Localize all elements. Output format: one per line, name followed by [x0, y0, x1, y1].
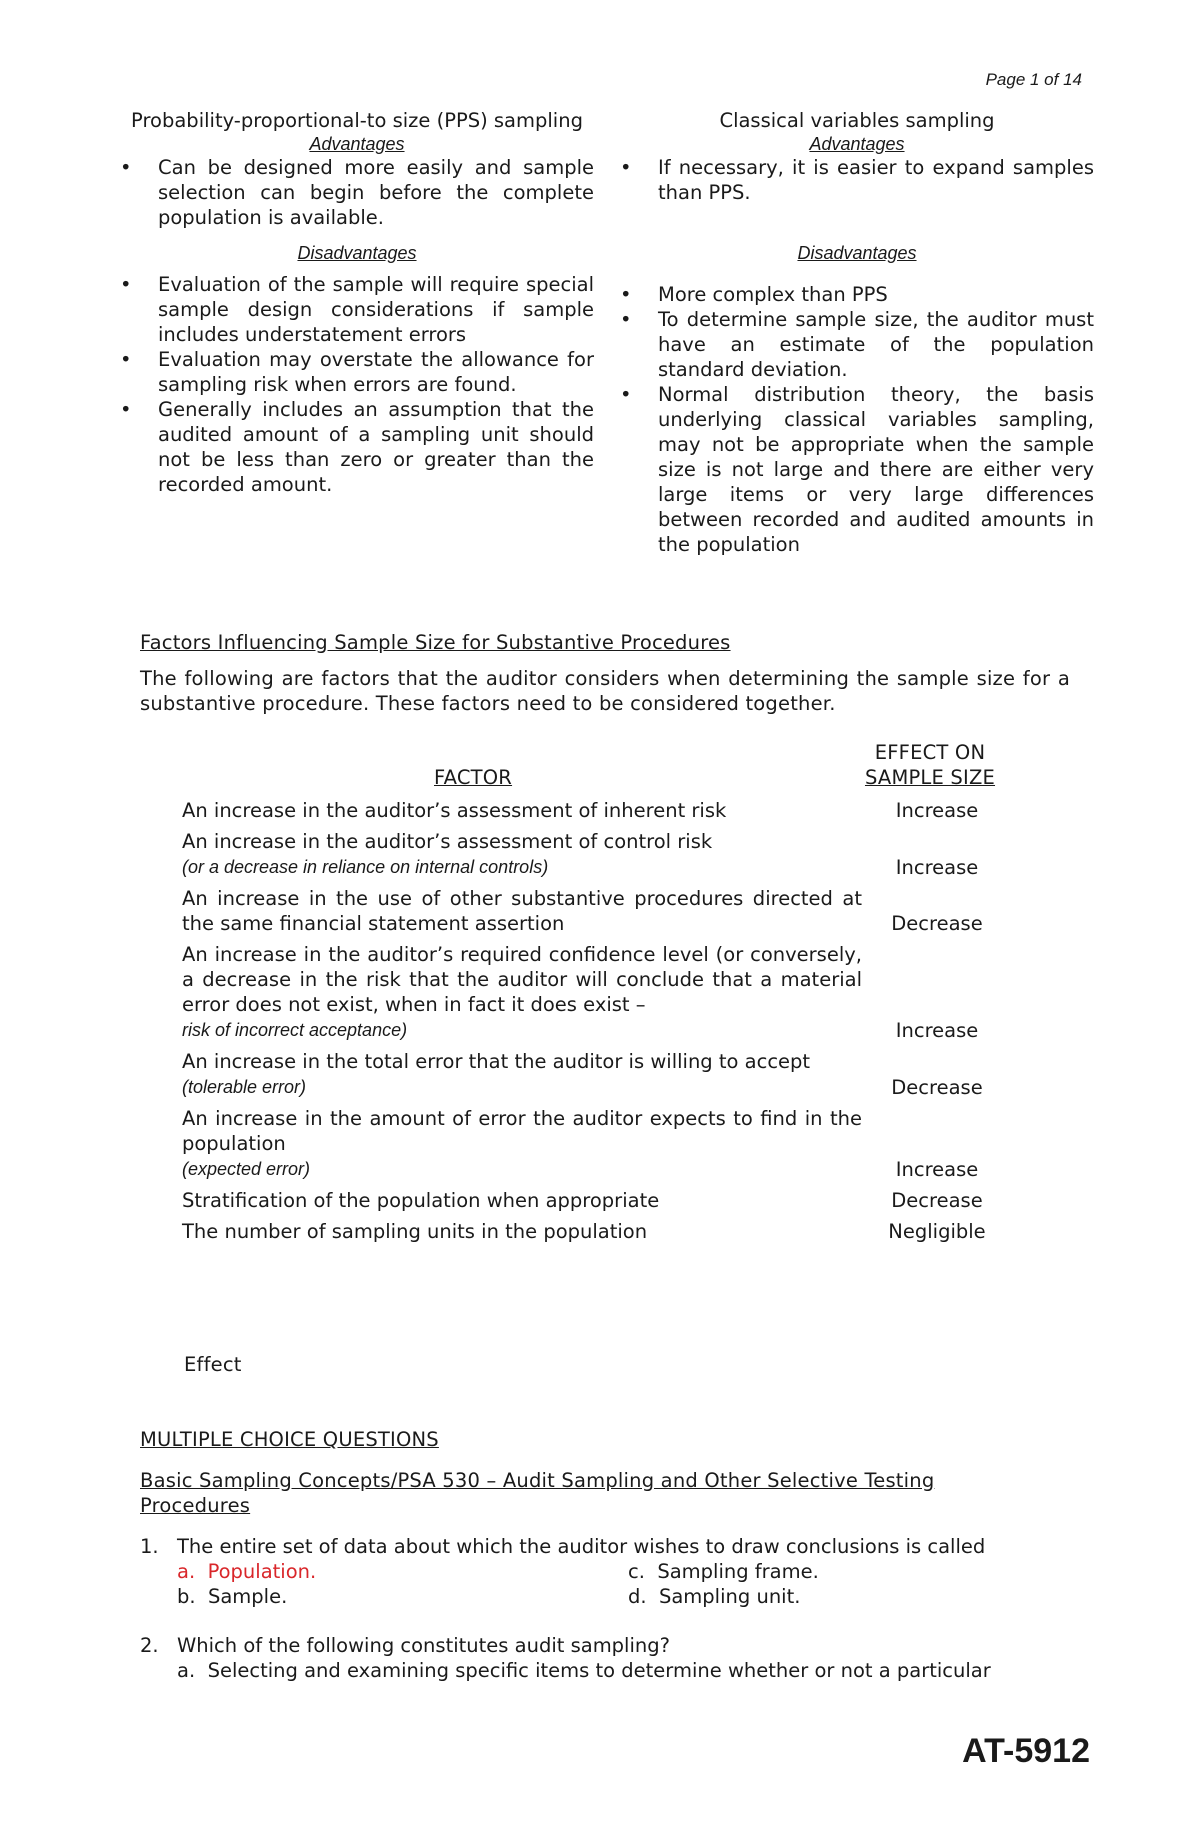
list-item: • Normal distribution theory, the basis underlying classical variables sampling, may not be appropriate when the sample size is not large and there are either very large items or very large differences between recorded and audited amounts in the population	[620, 382, 1094, 557]
factor-text	[182, 1219, 862, 1250]
factor-text	[182, 798, 862, 829]
factor-description: An increase in the auditor’s assessment of control risk	[182, 830, 713, 853]
factors-heading: Factors Influencing Sample Size for Substantive Procedures	[140, 631, 731, 654]
factor-column-header: FACTOR	[434, 766, 513, 789]
factor-row	[182, 829, 1012, 886]
factor-description: An increase in the auditor’s required confidence level (or conversely, a decrease in the risk that the auditor will conclude that a material error does not exist, when in fact it does exist –	[182, 943, 862, 1016]
list-item: • Generally includes an assumption that the audited amount of a sampling unit should not be less than zero or greater than the recorded amount.	[120, 397, 594, 497]
factor-text	[182, 1188, 862, 1219]
factor-note: (tolerable error)	[182, 1077, 307, 1097]
factor-row	[182, 942, 1012, 1049]
column-title: Probability-proportional-to size (PPS) sampling	[131, 109, 583, 132]
factor-row	[182, 1106, 1012, 1188]
factor-row	[182, 1049, 1012, 1106]
question-options	[140, 1559, 1080, 1609]
factor-row	[182, 1188, 1012, 1219]
effect-value: Negligible	[888, 1220, 986, 1243]
factor-description: An increase in the amount of error the auditor expects to find in the population	[182, 1107, 862, 1155]
factor-text	[182, 1106, 862, 1188]
list-item: • More complex than PPS	[620, 282, 1094, 307]
factor-text	[182, 886, 862, 942]
disadvantages-heading: Disadvantages	[297, 243, 417, 263]
list-item: • Can be designed more easily and sample selection can begin before the complete population is available.	[120, 155, 594, 230]
option-a[interactable]: a. Population.	[177, 1560, 317, 1583]
factors-trailing: Effect	[184, 1353, 242, 1376]
disadvantages-list	[620, 282, 1094, 557]
option-b[interactable]: b. Sample.	[177, 1585, 288, 1608]
list-item: • If necessary, it is easier to expand samples than PPS.	[620, 155, 1094, 205]
list-item: • Evaluation of the sample will require special sample design considerations if sample includes understatement errors	[120, 272, 594, 347]
factor-description: An increase in the auditor’s assessment of inherent risk	[182, 799, 727, 822]
question-options	[140, 1658, 1080, 1683]
factor-description: An increase in the use of other substantive procedures directed at the same financial statement assertion	[182, 887, 862, 935]
advantages-heading: Advantages	[809, 134, 905, 154]
sampling-comparison	[120, 108, 1094, 557]
mcq-heading: MULTIPLE CHOICE QUESTIONS	[140, 1428, 439, 1451]
effect-value: Increase	[895, 856, 979, 879]
classical-variables-column	[620, 108, 1094, 557]
advantages-heading: Advantages	[309, 134, 405, 154]
list-item: • Evaluation may overstate the allowance for sampling risk when errors are found.	[120, 347, 594, 397]
document-code: AT-5912	[962, 1732, 1090, 1770]
option-a[interactable]: a. Selecting and examining specific items to determine whether or not a particular	[177, 1659, 991, 1682]
effect-value: Decrease	[891, 1189, 983, 1212]
factor-description: Stratification of the population when appropriate	[182, 1189, 660, 1212]
disadvantages-list	[120, 272, 594, 497]
question-2: 2. Which of the following constitutes audit sampling? a. Selecting and examining specific items to determine whether or not a particular	[140, 1633, 1080, 1683]
factor-row	[182, 798, 1012, 829]
option-d[interactable]: d. Sampling unit.	[628, 1585, 801, 1608]
list-item: • To determine sample size, the auditor must have an estimate of the population standard deviation.	[620, 307, 1094, 382]
advantages-list	[120, 155, 594, 230]
effect-value: Increase	[895, 1019, 979, 1042]
advantages-list	[620, 155, 1094, 205]
mcq-subheading: Basic Sampling Concepts/PSA 530 – Audit Sampling and Other Selective Testing Procedures	[140, 1469, 935, 1517]
factor-description: The number of sampling units in the population	[182, 1220, 648, 1243]
disadvantages-heading: Disadvantages	[797, 243, 917, 263]
factor-note: (expected error)	[182, 1159, 311, 1179]
factor-text	[182, 1049, 862, 1106]
factor-text	[182, 942, 862, 1049]
effect-value: Increase	[895, 1158, 979, 1181]
factor-description: An increase in the total error that the auditor is willing to accept	[182, 1050, 811, 1073]
factors-table	[182, 798, 1012, 1250]
factor-row	[182, 886, 1012, 942]
factor-row	[182, 1219, 1012, 1250]
column-title: Classical variables sampling	[719, 109, 995, 132]
question-1: 1. The entire set of data about which the auditor wishes to draw conclusions is called a. Population. b. Sample. c. Sampling frame. d. Sampling unit.	[140, 1534, 1080, 1609]
page-number: Page 1 of 14	[985, 70, 1082, 89]
pps-column	[120, 108, 594, 557]
factor-text	[182, 829, 862, 886]
effect-value: Decrease	[891, 912, 983, 935]
effect-value: Increase	[895, 799, 979, 822]
effect-value: Decrease	[891, 1076, 983, 1099]
factors-intro: The following are factors that the auditor considers when determining the sample size for a substantive procedure. These factors need to be considered together.	[140, 667, 1070, 715]
option-c[interactable]: c. Sampling frame.	[628, 1560, 819, 1583]
factor-note: (or a decrease in reliance on internal controls)	[182, 857, 549, 877]
effect-column-header: EFFECT ON SAMPLE SIZE	[864, 741, 996, 789]
factor-note: risk of incorrect acceptance)	[182, 1020, 408, 1040]
